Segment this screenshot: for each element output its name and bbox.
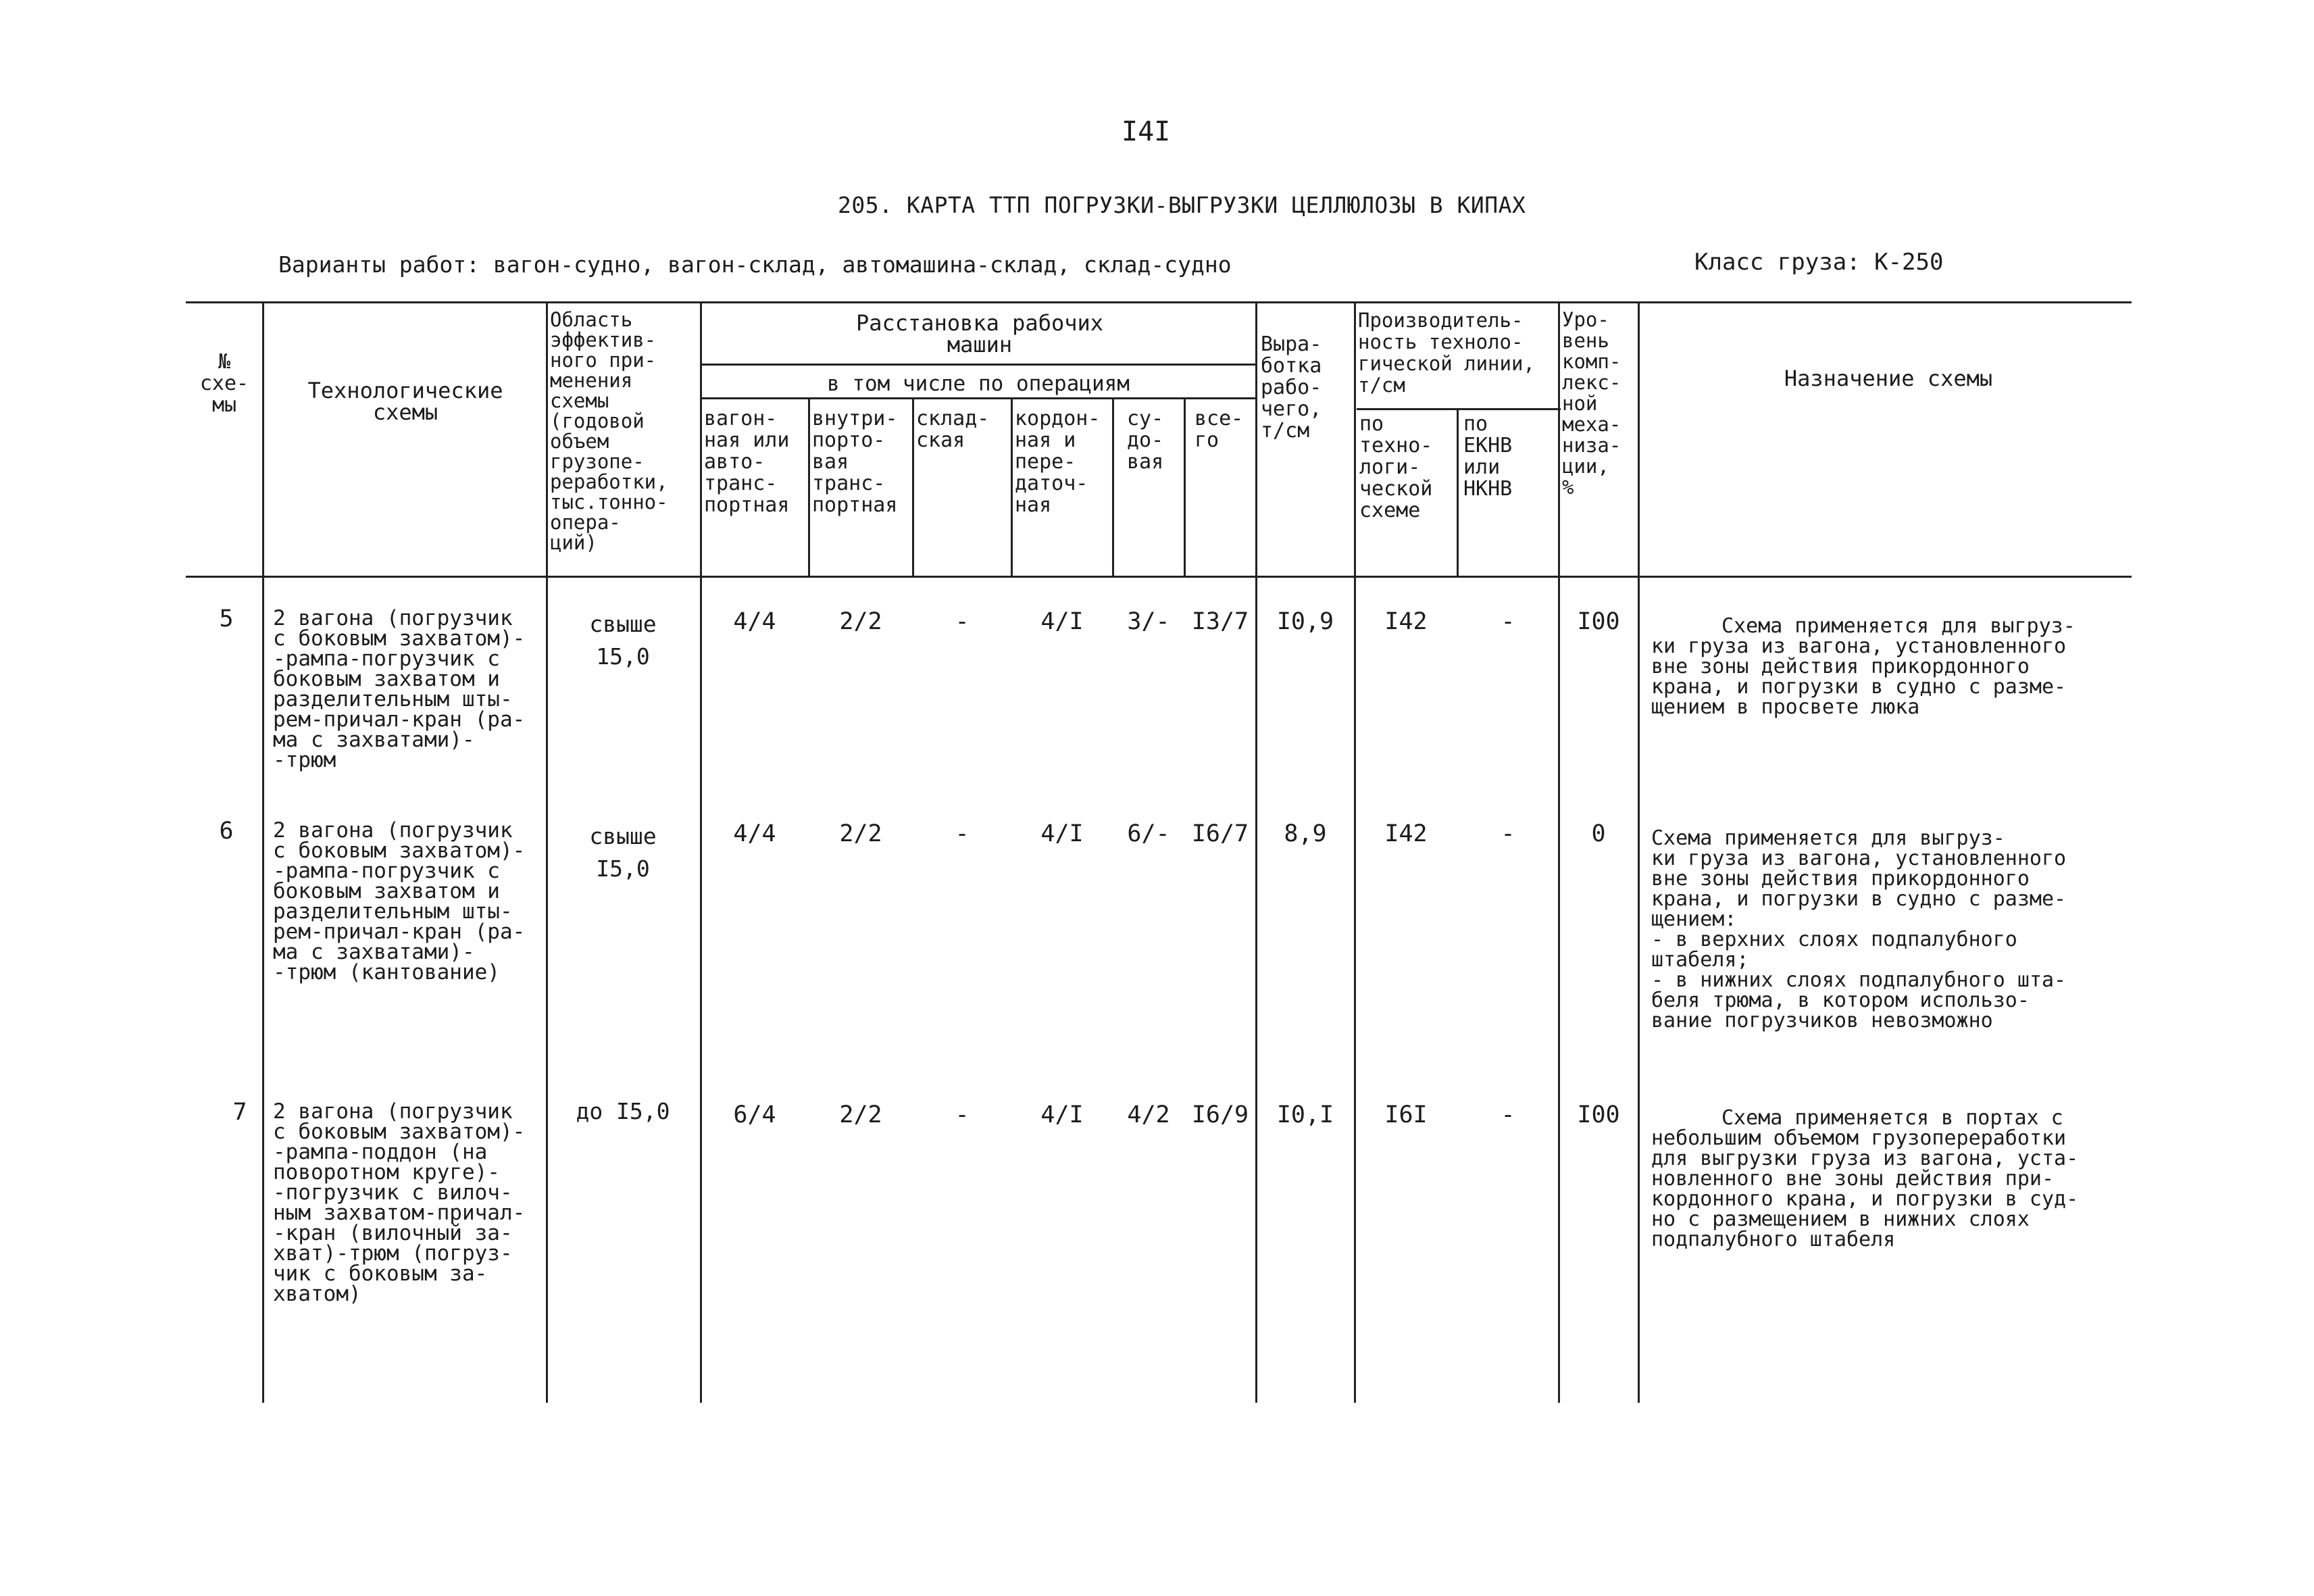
header-op-wagon: вагон- ная или авто- транс- портная [704,407,790,517]
col-line-6 [1011,399,1013,576]
row-output: I0,I [1276,1101,1334,1128]
row-mechanization: 0 [1591,820,1606,847]
header-including: в том числе по операциям [827,372,1130,396]
col-line-8 [1184,399,1186,576]
header-output: Выра- ботка рабо- чего, т/см [1261,332,1322,443]
row-op-warehouse: - [955,820,970,847]
row-area: до I5,0 [576,1098,670,1124]
row-op-wagon: 6/4 [733,1101,776,1128]
row-op-internal: 2/2 [839,820,882,847]
table-top-border [186,301,2132,303]
row-productivity: I42 [1384,820,1428,847]
row-ekhnv: - [1501,820,1515,847]
col-line-12 [1558,301,1560,1403]
row-area: свыше I5,0 [589,823,657,882]
row-scheme: 2 вагона (погрузчик с боковым захватом)- -рампа-погрузчик с боковым захватом и разделительным шты- рем-причал-кран (ра- ма с захватами)- -трюм [273,606,526,772]
row-output: 8,9 [1284,820,1327,847]
row-scheme-no: 5 [219,605,234,632]
row-mechanization: I00 [1577,1101,1620,1128]
row-op-internal: 2/2 [839,1101,882,1128]
row-mechanization: I00 [1577,608,1620,635]
header-productivity: Производитель- ность техноло- гической линии, т/см [1358,309,1535,397]
cargo-class: Класс груза: К-250 [1694,249,1944,276]
row-scheme-no: 6 [219,818,234,845]
row-productivity: I42 [1384,608,1428,635]
row-purpose: Схема применяется в портах с небольшим объемом грузопереработки для выгрузки груза из вагона, уста- новленного вне зоны действия при- кордонного крана, и погрузки в суд- но с размещением в нижних слоях подпалубного штабеля [1651,1106,2079,1251]
header-divider-placement [701,364,1255,366]
header-purpose: Назначение схемы [1784,366,1993,391]
row-op-total: I3/7 [1191,608,1249,635]
header-by-scheme: по техно- логи- ческой схеме [1359,412,1433,522]
row-productivity: I6I [1384,1101,1428,1128]
row-output: I0,9 [1276,608,1334,635]
col-line-7 [1112,399,1114,576]
header-placement: Расстановка рабочих машин [855,310,1104,357]
col-line-9 [1255,301,1257,1403]
col-line-1 [262,301,264,1403]
col-line-4 [808,399,810,576]
row-op-ship: 6/- [1127,820,1170,847]
header-by-ekhnv: по ЕКНВ или НКНВ [1463,412,1513,501]
row-area: свыше 15,0 [589,611,657,670]
header-op-total: все- го [1194,407,1244,452]
row-ekhnv: - [1501,1101,1515,1128]
row-scheme: 2 вагона (погрузчик с боковым захватом)- -рампа-погрузчик с боковым захватом и разделительным шты- рем-причал-кран (ра- ма с захватами)- -трюм (кантование) [273,818,526,984]
header-mechanization: Уро- вень комп- лекс- ной меха- низа- ции, % [1562,308,1621,499]
row-op-total: I6/9 [1191,1101,1249,1128]
header-divider-including [701,397,1255,399]
header-op-internal: внутри- порто- вая транс- портная [812,407,898,517]
row-op-wagon: 4/4 [733,608,776,635]
col-line-3 [700,301,702,1403]
col-line-5 [912,399,914,576]
row-op-warehouse: - [955,1101,970,1128]
col-line-11 [1457,409,1459,576]
row-ekhnv: - [1501,608,1515,635]
header-op-ship: су- до- вая [1127,407,1164,474]
col-line-13 [1638,301,1640,1403]
header-bottom-border [186,576,2132,578]
row-op-cordon: 4/I [1040,1101,1084,1128]
row-purpose: Схема применяется для выгруз- ки груза из вагона, установленного вне зоны действия прикордонного крана, и погрузки в судно с разме- щением в просвете люка [1651,614,2076,719]
header-op-warehouse: склад- ская [916,407,990,452]
row-op-ship: 3/- [1127,608,1170,635]
col-line-10 [1354,301,1356,1403]
row-op-internal: 2/2 [839,608,882,635]
row-op-wagon: 4/4 [733,820,776,847]
row-scheme: 2 вагона (погрузчик с боковым захватом)- -рампа-поддон (на поворотном круге)- -погрузчик с вилоч- ным захватом-причал- -кран (вилочный за- хват)-трюм (погруз- чик с боковым за- хватом) [273,1099,526,1306]
header-tech-schemes: Технологические схемы [307,378,503,425]
header-scheme-no: № схе- мы [199,350,249,417]
row-op-total: I6/7 [1191,820,1249,847]
row-op-ship: 4/2 [1127,1101,1170,1128]
header-area: Область эффектив- ного при- менения схемы (годовой объем грузопе- реработки, тыс.тонно- опера- ций) [550,308,668,554]
header-divider-productivity [1357,408,1561,410]
row-scheme-no: 7 [232,1099,247,1126]
row-op-cordon: 4/I [1040,820,1084,847]
work-variants: Варианты работ: вагон-судно, вагон-склад, автомашина-склад, склад-судно [278,251,1232,278]
header-op-cordon: кордон- ная и пере- даточ- ная [1015,407,1101,517]
row-op-cordon: 4/I [1040,608,1084,635]
row-purpose: Схема применяется для выгруз- ки груза из вагона, установленного вне зоны действия прикордонного крана, и погрузки в судно с разме- щением: - в верхних слоях подпалубного штабеля; - в нижних слоях подпалубного шта- беля трюма, в котором использо- вание погрузчиков невозможно [1651,826,2067,1032]
page-number: I4I [1122,116,1171,147]
col-line-2 [546,301,548,1403]
row-op-warehouse: - [955,608,970,635]
document-title: 205. КАРТА ТТП ПОГРУЗКИ-ВЫГРУЗКИ ЦЕЛЛЮЛОЗЫ В КИПАХ [838,192,1526,218]
